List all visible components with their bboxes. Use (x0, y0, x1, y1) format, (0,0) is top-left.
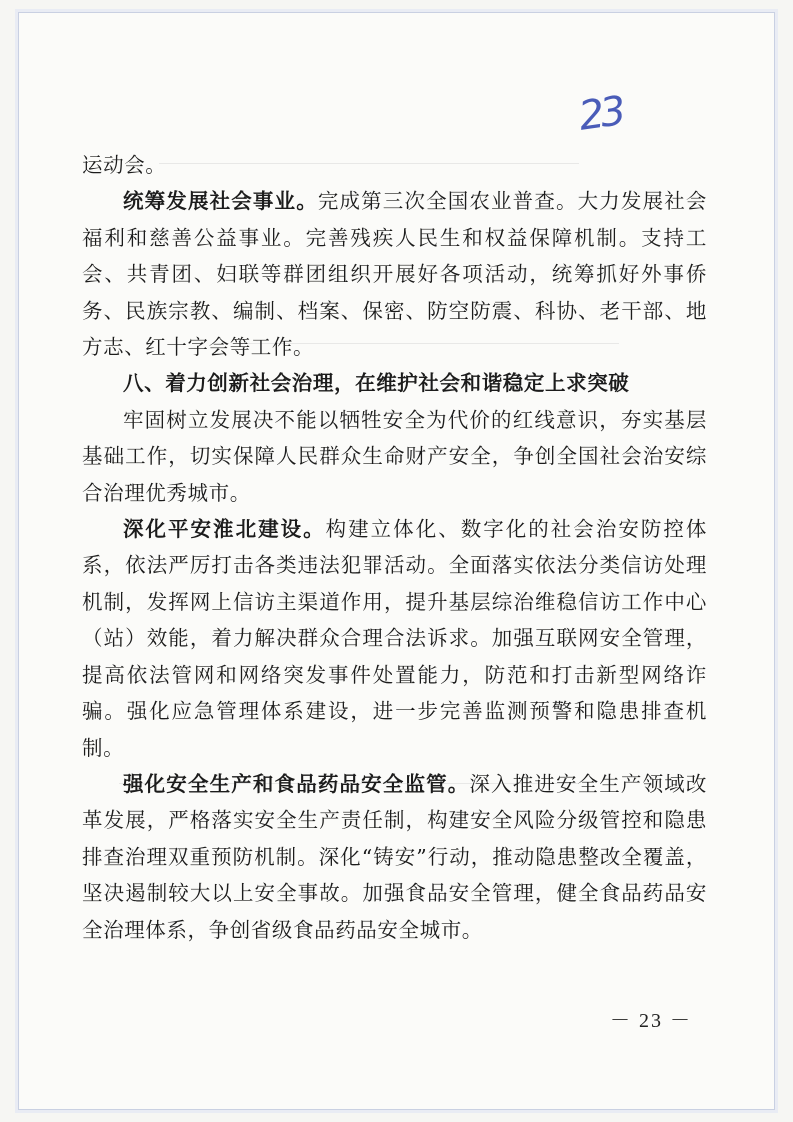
paragraph-text: 牢固树立发展决不能以牺牲安全为代价的红线意识，夯实基层基础工作，切实保障人民群众生命财产安全，争创全国社会治安综合治理优秀城市。 (82, 407, 707, 505)
paragraph-lead: 统筹发展社会事业。 (123, 189, 318, 214)
paragraph-safe-huaibei (82, 511, 707, 766)
paragraph-safety-supervision (82, 766, 707, 948)
paragraph-text: 完成第三次全国农业普查。大力发展社会福利和慈善公益事业。完善残疾人民生和权益保障机制。支持工会、共青团、妇联等群团组织开展好各项活动，统筹抓好外事侨务、民族宗教、编制、档案、保密、防空防震、科协、老干部、地方志、红十字会等工作。 (82, 189, 707, 360)
handwritten-page-number: 23 (576, 88, 625, 140)
document-body (82, 147, 707, 948)
paragraph-social-undertakings (82, 183, 707, 365)
paragraph-intro (82, 402, 707, 511)
paragraph-lead: 强化安全生产和食品药品安全监管。 (123, 771, 470, 796)
paragraph-1 (82, 147, 707, 183)
paragraph-lead: 深化平安淮北建设。 (123, 517, 326, 542)
paragraph-text: 深入推进安全生产领域改革发展，严格落实安全生产责任制，构建安全风险分级管控和隐患排查治理双重预防机制。深化“铸安”行动，推动隐患整改全覆盖，坚决遏制较大以上安全事故。加强食品安全管理，健全食品药品安全治理体系，争创省级食品药品安全城市。 (82, 771, 707, 942)
paragraph-text: 构建立体化、数字化的社会治安防控体系，依法严厉打击各类违法犯罪活动。全面落实依法分类信访处理机制，发挥网上信访主渠道作用，提升基层综治维稳信访工作中心（站）效能，着力解决群众合理合法诉求。加强互联网安全管理，提高依法管网和网络突发事件处置能力，防范和打击新型网络诈骗。强化应急管理体系建设，进一步完善监测预警和隐患排查机制。 (82, 517, 707, 760)
paragraph-text: 运动会。 (82, 153, 167, 177)
section-heading: 八、着力创新社会治理，在维护社会和谐稳定上求突破 (123, 371, 630, 396)
page-number: － 23 － (610, 1010, 692, 1032)
